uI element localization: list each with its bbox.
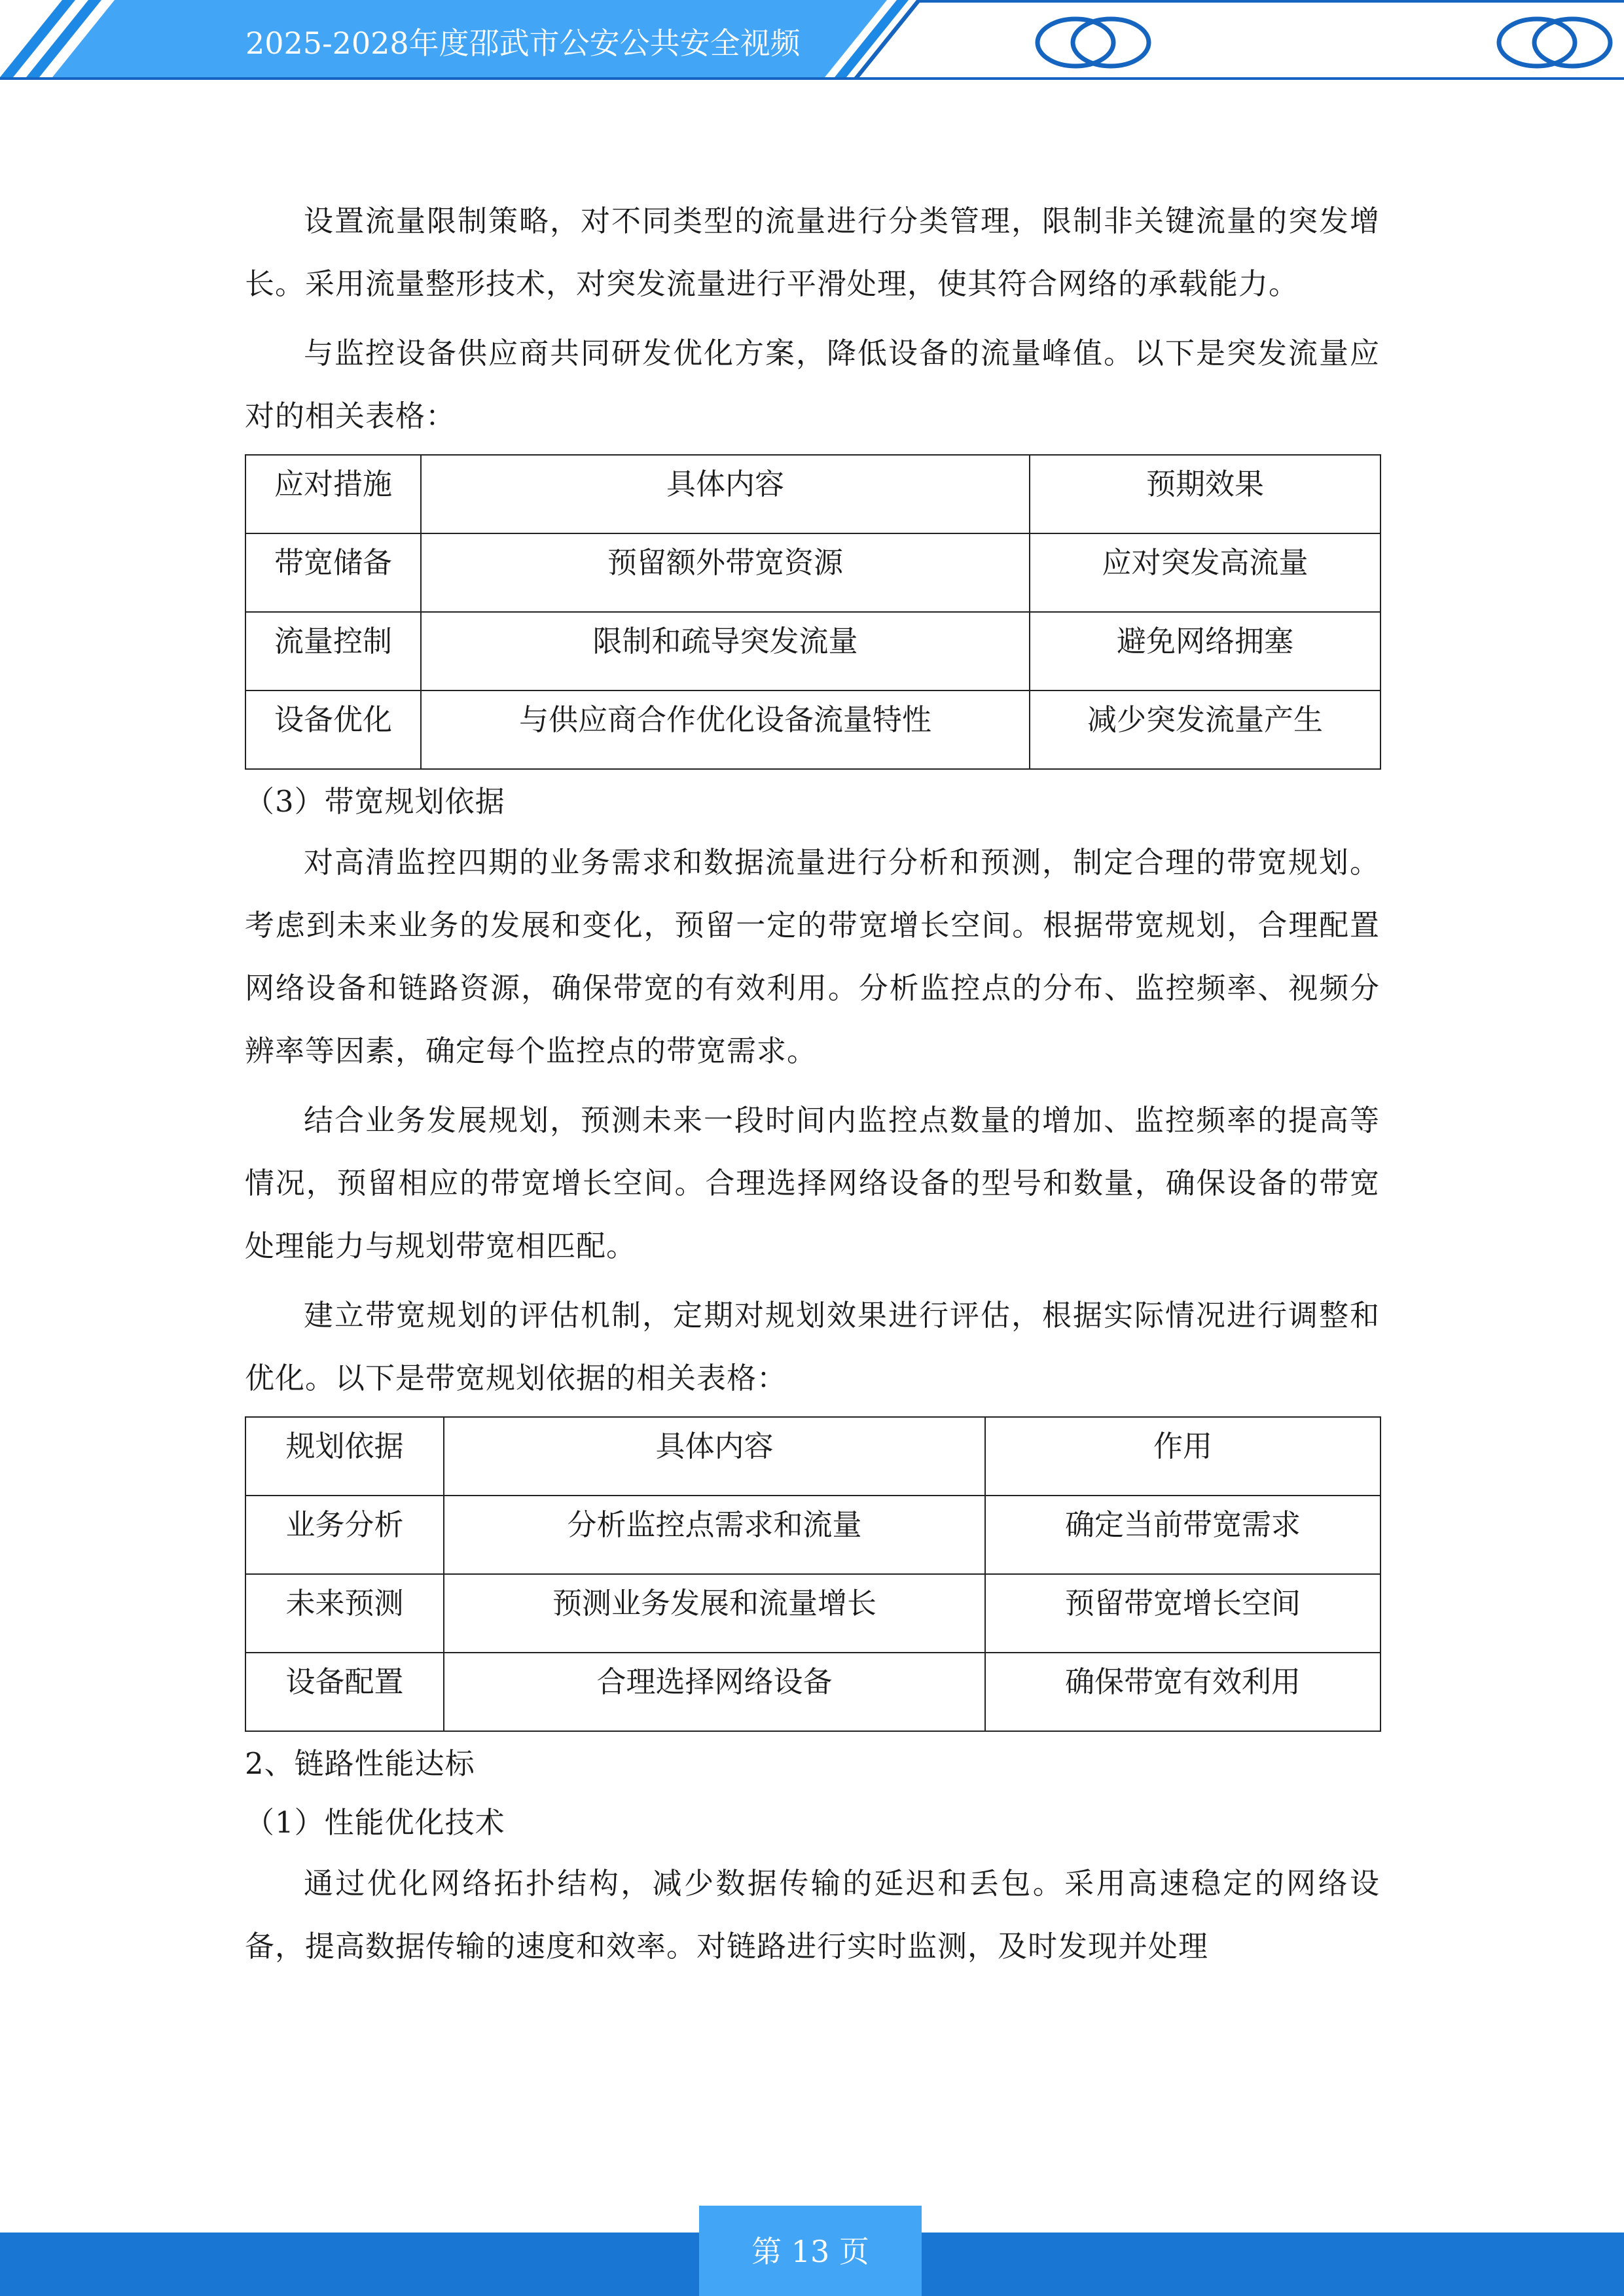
paragraph: 对高清监控四期的业务需求和数据流量进行分析和预测，制定合理的带宽规划。考虑到未来业务的发展和变化，预留一定的带宽增长空间。根据带宽规划，合理配置网络设备和链路资源，确保带宽的有效利用。分析监控点的分布、监控频率、视频分辨率等因素，确定每个监控点的带宽需求。 <box>245 845 1380 1068</box>
rings-logo-icon <box>1492 12 1617 74</box>
section-heading: 2、链路性能达标 <box>245 1746 475 1781</box>
table-cell: 分析监控点需求和流量 <box>444 1496 985 1574</box>
table-header-cell: 作用 <box>985 1417 1380 1496</box>
table-header-cell: 规划依据 <box>245 1417 444 1496</box>
paragraph: 建立带宽规划的评估机制，定期对规划效果进行评估，根据实际情况进行调整和优化。以下是带宽规划依据的相关表格： <box>245 1298 1380 1395</box>
table-row <box>245 612 1380 691</box>
table-cell: 合理选择网络设备 <box>444 1653 985 1731</box>
table-cell: 预测业务发展和流量增长 <box>444 1574 985 1653</box>
table-cell: 确保带宽有效利用 <box>985 1653 1380 1731</box>
table-header-cell: 预期效果 <box>1030 455 1380 533</box>
table-header-row <box>245 455 1380 533</box>
paragraph: 通过优化网络拓扑结构，减少数据传输的延迟和丢包。采用高速稳定的网络设备，提高数据传输的速度和效率。对链路进行实时监测，及时发现并处理 <box>245 1866 1380 1964</box>
table-header-row <box>245 1417 1380 1496</box>
table-row <box>245 533 1380 612</box>
table-cell: 设备优化 <box>245 691 421 769</box>
bandwidth-planning-table <box>245 1416 1381 1732</box>
table-cell: 未来预测 <box>245 1574 444 1653</box>
burst-traffic-table <box>245 454 1381 770</box>
table-cell: 预留带宽增长空间 <box>985 1574 1380 1653</box>
table-cell: 与供应商合作优化设备流量特性 <box>421 691 1030 769</box>
section-heading: （3）带宽规划依据 <box>245 784 505 819</box>
document-body <box>245 190 1380 1984</box>
table-cell: 应对突发高流量 <box>1030 533 1380 612</box>
table-row <box>245 1496 1380 1574</box>
table-header-cell: 具体内容 <box>421 455 1030 533</box>
paragraph: 设置流量限制策略，对不同类型的流量进行分类管理，限制非关键流量的突发增长。采用流量整形技术，对突发流量进行平滑处理，使其符合网络的承载能力。 <box>245 204 1380 301</box>
table-cell: 预留额外带宽资源 <box>421 533 1030 612</box>
table-header-cell: 应对措施 <box>245 455 421 533</box>
table-cell: 业务分析 <box>245 1496 444 1574</box>
table-row <box>245 1653 1380 1731</box>
rings-logo-icon <box>1031 12 1155 74</box>
table-cell: 避免网络拥塞 <box>1030 612 1380 691</box>
subsection-heading: （1）性能优化技术 <box>245 1805 505 1840</box>
paragraph: 结合业务发展规划，预测未来一段时间内监控点数量的增加、监控频率的提高等情况，预留相应的带宽增长空间。合理选择网络设备的型号和数量，确保设备的带宽处理能力与规划带宽相匹配。 <box>245 1103 1380 1263</box>
table-cell: 设备配置 <box>245 1653 444 1731</box>
table-row <box>245 1574 1380 1653</box>
table-cell: 减少突发流量产生 <box>1030 691 1380 769</box>
table-header-cell: 具体内容 <box>444 1417 985 1496</box>
paragraph: 与监控设备供应商共同研发优化方案，降低设备的流量峰值。以下是突发流量应对的相关表格： <box>245 336 1380 433</box>
table-cell: 确定当前带宽需求 <box>985 1496 1380 1574</box>
table-cell: 限制和疏导突发流量 <box>421 612 1030 691</box>
table-cell: 带宽储备 <box>245 533 421 612</box>
table-row <box>245 691 1380 769</box>
header-title: 2025-2028年度邵武市公安公共安全视频 <box>245 26 801 61</box>
page-number: 第 13 页 <box>751 2234 869 2269</box>
table-cell: 流量控制 <box>245 612 421 691</box>
page-header <box>0 0 1624 85</box>
